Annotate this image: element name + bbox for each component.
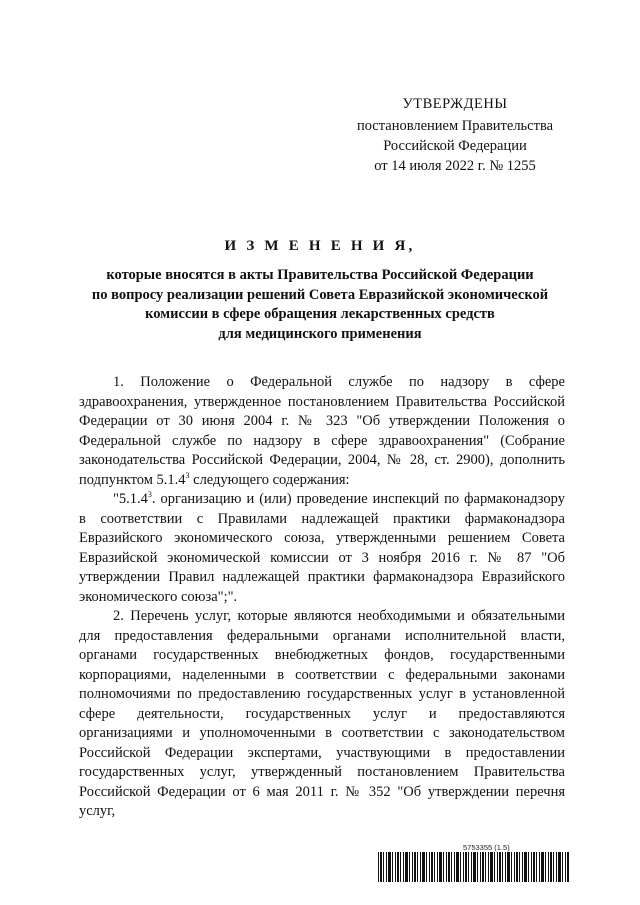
subtitle-line-3: комиссии в сфере обращения лекарственных средств [145,306,495,322]
approval-heading: УТВЕРЖДЕНЫ [402,96,508,112]
document-body [79,373,565,822]
approval-line-3: от 14 июля 2022 г. № 1255 [374,158,536,174]
paragraph-2-text-end: . организацию и (или) проведение инспекций по фармаконадзору в соответствии с Правилами надлежащей практики фармаконадзора Евразийского экономического союза, утвержденными решением Совета Евразийской экономической комиссии от 3 ноября 2016 г. № 87 "Об утверждении Правил надлежащей практики фармаконадзора Евразийского экономического союза";". [79,491,565,605]
subtitle-line-1: которые вносятся в акты Правительства Российской Федерации [106,267,534,283]
document-title: И З М Е Н Е Н И Я, [224,238,416,254]
document-code: 5753355 (1.5) [463,843,510,852]
paragraph-2-text: "5.1.4 [113,491,148,507]
paragraph-3: 2. Перечень услуг, которые являются необходимыми и обязательными для предоставления федеральными органами исполнительной власти, органами государственных внебюджетных фондов, государственными корпорациями, наделенными в соответствии с федеральными законами полномочиями по предоставлению государственных услуг в установленной сфере деятельности, государственных услуг и предоставляются организациями и уполномоченными в соответствии с законодательством Российской Федерации экспертами, участвующими в предоставлении государственных услуг, утвержденный постановлением Правительства Российской Федерации от 6 мая 2011 г. № 352 "Об утверждении перечня услуг, [79,608,565,819]
paragraph-1-text-end: следующего содержания: [189,471,350,488]
paragraph-2 [79,490,565,607]
approval-line-1: постановлением Правительства [356,118,554,134]
approval-stamp [340,94,570,176]
paragraph-2-superscript: 3 [147,490,152,500]
barcode-image [378,852,570,882]
document-subtitle [70,266,570,344]
subtitle-line-2: по вопросу реализации решений Совета Евразийской экономической [91,286,549,303]
approval-line-2: Российской Федерации [383,138,527,154]
paragraph-1 [79,373,565,490]
paragraph-1-text: 1. Положение о Федеральной службе по надзору в сфере здравоохранения, утвержденное постановлением Правительства Российской Федерации от 30 июня 2004 г. № 323 "Об утверждении Положения о Федеральной службе по надзору в сфере здравоохранения" (Собрание законодательства Российской Федерации, 2004, № 28, ст. 2900), дополнить подпунктом 5.1.4 [79,374,565,488]
paragraph-1-superscript: 3 [185,470,190,480]
subtitle-line-4: для медицинского применения [218,325,422,342]
